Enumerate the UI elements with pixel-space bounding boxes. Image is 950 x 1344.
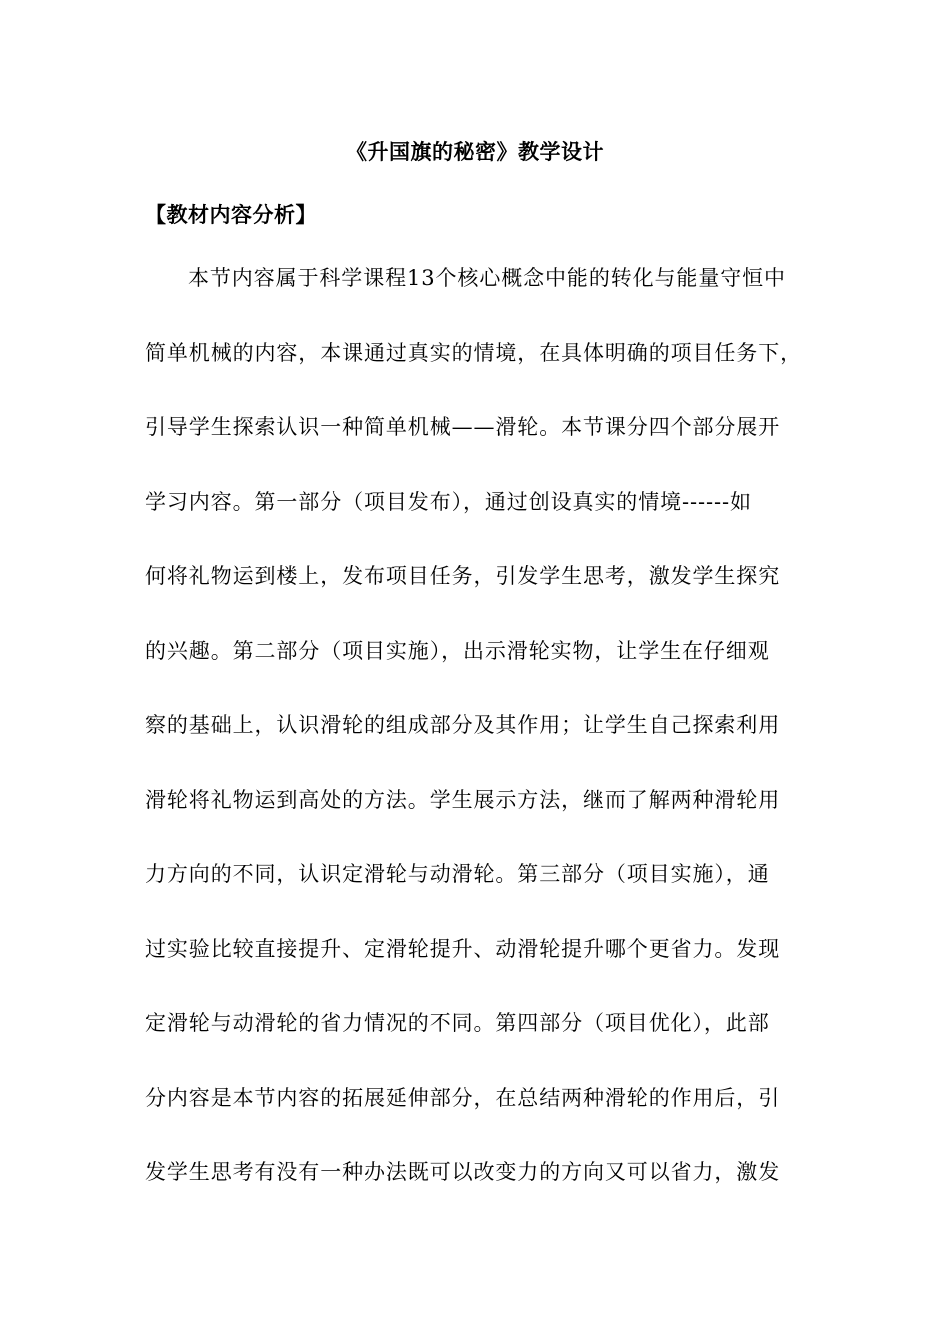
- paragraph-line: 何将礼物运到楼上，发布项目任务，引发学生思考，激发学生探究: [145, 564, 781, 588]
- body-paragraph: [145, 259, 810, 1228]
- document-title: 《升国旗的秘密》教学设计: [346, 140, 604, 164]
- paragraph-line: 本节内容属于科学课程13个核心概念中能的转化与能量守恒中: [188, 266, 786, 290]
- section-heading: 【教材内容分析】: [145, 203, 317, 227]
- paragraph-line: 学习内容。第一部分（项目发布），通过创设真实的情境------如: [145, 489, 752, 514]
- paragraph-line: 的兴趣。第二部分（项目实施），出示滑轮实物，让学生在仔细观: [145, 638, 770, 663]
- paragraph-line: 发学生思考有没有一种办法既可以改变力的方向又可以省力，激发: [145, 1160, 781, 1184]
- paragraph-line: 分内容是本节内容的拓展延伸部分，在总结两种滑轮的作用后，引: [145, 1085, 781, 1110]
- paragraph-line: 简单机械的内容，本课通过真实的情境，在具体明确的项目任务下，: [145, 340, 802, 365]
- paragraph-line: 滑轮将礼物运到高处的方法。学生展示方法，继而了解两种滑轮用: [145, 787, 781, 812]
- paragraph-line: 过实验比较直接提升、定滑轮提升、动滑轮提升哪个更省力。发现: [145, 936, 781, 961]
- paragraph-line: 力方向的不同，认识定滑轮与动滑轮。第三部分（项目实施），通: [145, 862, 770, 886]
- paragraph-line: 察的基础上，认识滑轮的组成部分及其作用；让学生自己探索利用: [145, 713, 781, 737]
- paragraph-line: 定滑轮与动滑轮的省力情况的不同。第四部分（项目优化），此部: [145, 1011, 770, 1035]
- paragraph-line: 引导学生探索认识一种简单机械——滑轮。本节课分四个部分展开: [145, 415, 781, 439]
